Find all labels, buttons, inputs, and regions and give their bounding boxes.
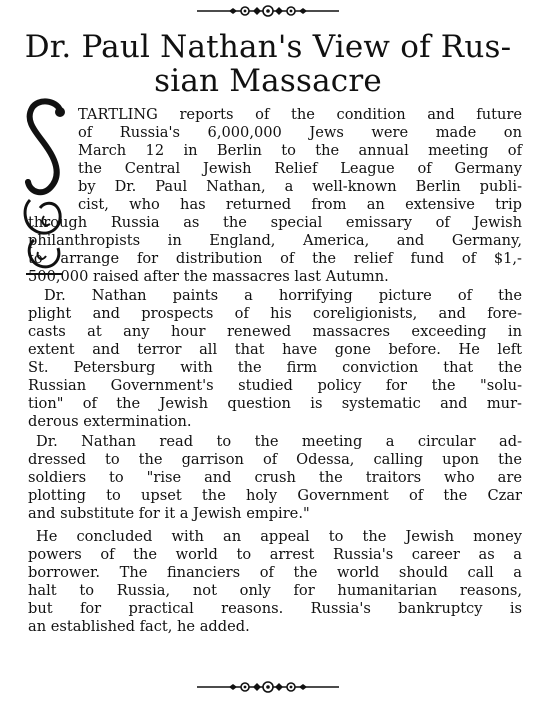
article-line: March 12 in Berlin to the annual meeting of xyxy=(78,142,522,159)
article-line: plotting to upset the holy Government of the Czar xyxy=(28,487,522,504)
article-line: Dr. Nathan read to the meeting a circular ad- xyxy=(36,433,522,450)
article-line: and substitute for it a Jewish empire." xyxy=(28,505,310,522)
article-line: Russian Government's studied policy for the "solu- xyxy=(28,377,522,394)
article-line: casts at any hour renewed massacres exceeding in xyxy=(28,323,522,340)
article-line: powers of the world to arrest Russia's career as a xyxy=(28,546,522,563)
top-ornament-icon xyxy=(0,2,536,20)
article-line: halt to Russia, not only for humanitarian reasons, xyxy=(28,582,522,599)
article-line: to arrange for distribution of the relief fund of $1,- xyxy=(28,250,522,267)
article-line: tion" of the Jewish question is systematic and mur- xyxy=(28,395,522,412)
article-line: extent and terror all that have gone before. He left xyxy=(28,341,522,358)
article-line: derous extermination. xyxy=(28,413,192,430)
article-line: through Russia as the special emissary of Jewish xyxy=(28,214,522,231)
article-line: an established fact, he added. xyxy=(28,618,250,635)
headline-line-1: Dr. Paul Nathan's View of Rus- xyxy=(24,29,512,65)
headline-line-2: sian Massacre xyxy=(154,63,382,99)
article-line: the Central Jewish Relief League of Germany xyxy=(78,160,522,177)
article-line: TARTLING reports of the condition and future xyxy=(78,106,522,123)
article-line: dressed to the garrison of Odessa, calling upon the xyxy=(28,451,522,468)
article-line: cist, who has returned from an extensive trip xyxy=(78,196,522,213)
bottom-ornament-icon xyxy=(0,678,536,696)
article-line: borrower. The financiers of the world should call a xyxy=(28,564,522,581)
article-line: of Russia's 6,000,000 Jews were made on xyxy=(78,124,522,141)
article-line: St. Petersburg with the firm conviction that the xyxy=(28,359,522,376)
article-line: He concluded with an appeal to the Jewish money xyxy=(36,528,522,545)
article-line: 500,000 raised after the massacres last Autumn. xyxy=(28,268,389,285)
article-line: philanthropists in England, America, and Germany, xyxy=(28,232,522,249)
article-line: soldiers to "rise and crush the traitors who are xyxy=(28,469,522,486)
article-line: by Dr. Paul Nathan, a well-known Berlin publi- xyxy=(78,178,522,195)
article-line: Dr. Nathan paints a horrifying picture of the xyxy=(44,287,522,304)
article-line: plight and prospects of his coreligionists, and fore- xyxy=(28,305,522,322)
article-line: but for practical reasons. Russia's bankruptcy is xyxy=(28,600,522,617)
